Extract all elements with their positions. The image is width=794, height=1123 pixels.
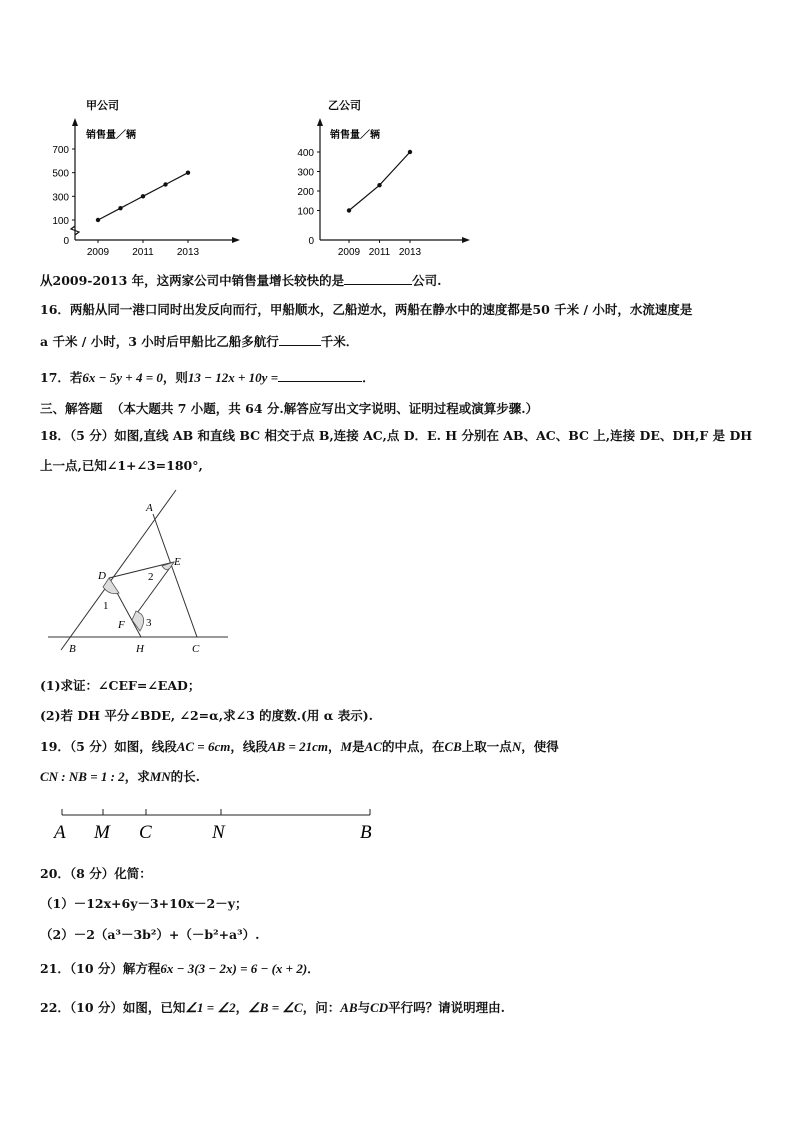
q19-mid3: 是 [352,739,365,754]
q19-mn: MN [149,769,171,784]
q16-answer-blank[interactable] [279,333,321,346]
q15-line [40,272,441,289]
q19-mid4: 的中点，在 [381,739,445,754]
q19-m: M [340,739,353,754]
chart-jia-title: 甲公司 [86,99,119,112]
yi-data-point [377,183,381,187]
q18-geometry-figure [40,482,240,660]
chart-yi-ylabel: 销售量／辆 [330,130,380,141]
q18-sub2: (2)若 DH 平分∠BDE, ∠2=α,求∠3 的度数.(用 α 表示). [40,708,373,723]
chart-jia-ylabel: 销售量／辆 [86,130,136,141]
yi-ytick-label: 400 [297,148,314,159]
q19-ratio: CN : NB = 1 : 2 [40,769,125,784]
q18-line2: 上一点,已知∠1+∠3=180°, [40,458,203,473]
q19-ac2: AC [364,739,382,754]
jia-data-point [186,170,190,174]
q18-sub1: (1)求证：∠CEF=∠EAD； [40,678,201,693]
q17-condition: 6x − 5y + 4 = 0 [82,370,163,385]
label-C: C [192,643,200,655]
q19-mid7: ，求 [124,769,150,784]
yi-xtick-label: 2009 [337,247,361,258]
q16-text-a: a 千米 / 小时，3 小时后甲船比乙船多航行 [40,334,279,349]
jia-ytick-label: 100 [52,216,69,227]
q22-mid: ，问： [302,1000,341,1015]
jia-ytick-label: 300 [52,192,69,204]
q17-line [40,369,375,386]
point-label-m: M [94,822,110,843]
yi-data-point [347,208,351,212]
q18-line1: 18．（5 分）如图,直线 AB 和直线 BC 相交于点 B,连接 AC,点 D．E. H 分别在 AB、AC、BC 上,连接 DE、DH,F 是 DH [40,428,753,443]
q19-segment-figure [50,803,390,845]
jia-ytick-label: 700 [52,145,69,156]
q19-cb: CB [444,739,462,754]
q21-prefix: 21．（10 分）解方程 [40,961,161,976]
yi-ytick-label: 300 [297,167,314,179]
segment-ac [153,514,197,637]
q22-line [40,1000,505,1016]
angle-3-arc [132,611,144,631]
q19-ab: AB = 21cm [267,739,328,754]
q17-mid: ，则 [162,370,188,385]
q19-mid5: 上取一点 [461,739,512,754]
q22-ab: AB [340,1000,358,1015]
label-H: H [136,643,144,655]
q20-part1: （1）－12x+6y－3+10x－2－y； [40,896,248,911]
q19-mid2: ， [328,739,341,754]
jia-data-point [141,194,145,198]
q22-prefix: 22．（10 分）如图，已知 [40,1000,186,1015]
point-label-b: B [360,822,372,843]
q16-line1: 16．两船从同一港口同时出发反向而行，甲船顺水，乙船逆水，两船在静水中的速度都是50 千米 / 小时，水流速度是 [40,302,693,317]
q15-answer-blank[interactable] [344,272,412,285]
chart-yi-title: 乙公司 [328,99,361,112]
yi-series-line [349,152,410,211]
q16-line2 [40,333,358,350]
point-label-c: C [139,822,152,843]
point-label-a: A [54,822,66,843]
label-F: F [118,619,125,631]
q17-prefix: 17．若 [40,370,83,385]
chart-yi [290,90,480,260]
q19-ac: AC = 6cm [176,739,231,754]
label-E: E [174,556,181,568]
q17-expression: 13 − 12x + 10y = [187,370,279,385]
q21-line [40,961,320,977]
q19-prefix: 19．（5 分）如图，线段 [40,739,177,754]
q17-answer-blank[interactable] [278,369,362,382]
yi-data-point [408,150,412,154]
label-1: 1 [103,600,109,612]
label-A: A [146,502,153,514]
yi-ytick-label: 200 [297,187,314,198]
q22-cd: CD [370,1000,389,1015]
label-3: 3 [146,617,152,629]
yi-xtick-label: 2011 [368,247,391,258]
label-2: 2 [148,571,154,583]
jia-xtick-label: 2011 [132,247,154,258]
q19-n: N [511,739,522,754]
section3-heading [40,401,538,417]
q19-line2 [40,769,200,785]
jia-ytick-label: 500 [52,168,69,180]
section3-note: （本大题共 7 小题，共 64 分.解答应写出文字说明、证明过程或演算步骤.） [110,401,539,416]
q16-text-b: 千米． [320,334,359,349]
q20-part2: （2）－2（a³－3b²）+（－b²+a³）. [40,927,260,942]
q22-end: 平行吗？请说明理由. [388,1000,505,1015]
jia-data-point [118,206,122,210]
q20-title: 20．（8 分）化简： [40,866,152,881]
section3-title: 三、解答题 [40,401,103,416]
label-D: D [98,570,106,582]
q19-mid1: ，线段 [230,739,268,754]
jia-xtick-label: 2009 [86,247,110,258]
q19-end: 的长. [170,769,201,784]
label-B: B [69,643,76,655]
yi-xtick-label: 2013 [398,247,422,258]
yi-ytick-label: 0 [308,236,314,247]
q21-equation: 6x − 3(3 − 2x) = 6 − (x + 2) [160,961,308,976]
q19-mid6: ，使得 [521,739,559,754]
yi-ytick-label: 100 [297,206,314,218]
q21-end: ． [307,961,320,976]
q22-condition1: ∠1 = ∠2 [185,1000,236,1015]
jia-xtick-label: 2013 [176,247,200,258]
jia-data-point [163,182,167,186]
q19-line1 [40,739,559,755]
q22-and: 与 [357,1000,371,1015]
q22-condition2: ∠B = ∠C [248,1000,303,1015]
point-label-n: N [212,822,225,843]
chart-jia [40,90,250,260]
q15-text-a: 从2009-2013 年，这两家公司中销售量增长较快的是 [40,273,345,288]
jia-ytick-label: 0 [63,236,69,247]
q22-sep: ， [235,1000,249,1015]
jia-data-point [96,218,100,222]
q17-end: ． [362,370,375,385]
q15-text-b: 公司. [412,273,442,288]
